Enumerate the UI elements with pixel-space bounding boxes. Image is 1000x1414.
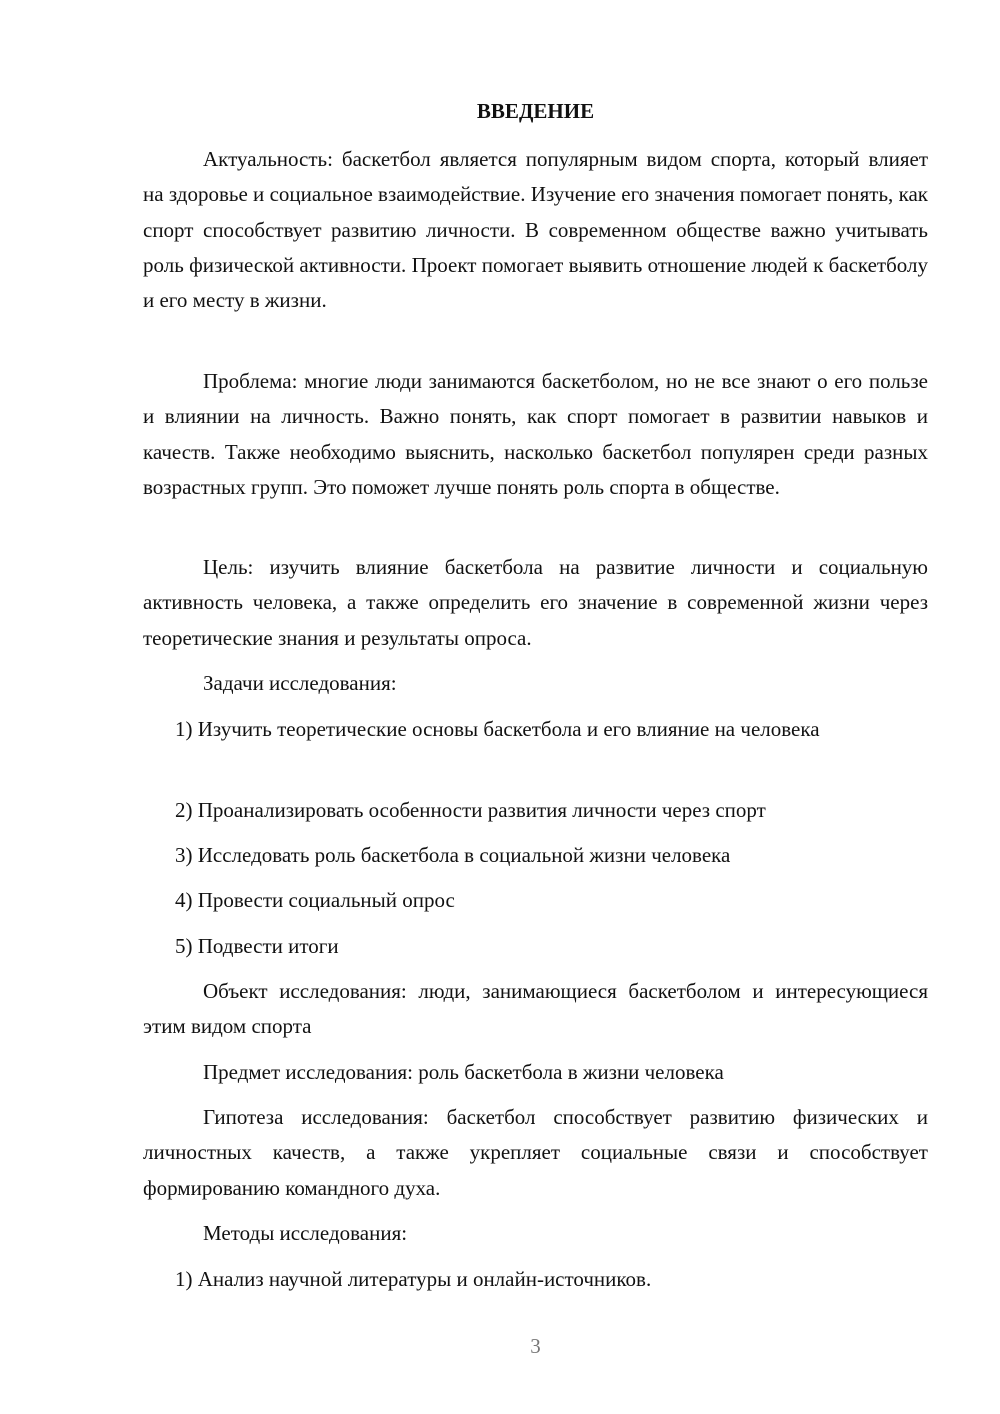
paragraph-goal: Цель: изучить влияние баскетбола на развитие личности и социальную активность человека, а также определить его значение в современной жизни через теоретические знания и результаты опроса.: [143, 555, 928, 650]
task-item-2: 2) Проанализировать особенности развития личности через спорт: [175, 798, 766, 822]
page-number: 3: [530, 1334, 541, 1358]
task-item-4: 4) Провести социальный опрос: [175, 888, 455, 912]
task-item-3: 3) Исследовать роль баскетбола в социальной жизни человека: [175, 843, 731, 867]
paragraph-hypothesis: Гипотеза исследования: баскетбол способствует развитию физических и личностных качеств, а также укрепляет социальные связи и способствует формированию командного духа.: [143, 1105, 928, 1200]
task-item-1: 1) Изучить теоретические основы баскетбола и его влияние на человека: [175, 717, 820, 741]
method-item-1: 1) Анализ научной литературы и онлайн-источников.: [175, 1267, 652, 1291]
paragraph-relevance: Актуальность: баскетбол является популярным видом спорта, который влияет на здоровье и социальное взаимодействие. Изучение его значения помогает понять, как спорт способствует развитию личности. В современном обществе важно учитывать роль физической активности. Проект помогает выявить отношение людей к баскетболу и его месту в жизни.: [143, 147, 928, 313]
task-item-5: 5) Подвести итоги: [175, 934, 339, 958]
paragraph-object: Объект исследования: люди, занимающиеся баскетболом и интересующиеся этим видом спорта: [143, 979, 928, 1039]
paragraph-subject: Предмет исследования: роль баскетбола в жизни человека: [203, 1060, 724, 1084]
paragraph-problem: Проблема: многие люди занимаются баскетболом, но не все знают о его пользе и влиянии на личность. Важно понять, как спорт помогает в развитии навыков и качеств. Также необходимо выяснить, насколько баскетбол популярен среди разных возрастных групп. Это поможет лучше понять роль спорта в обществе.: [143, 369, 928, 499]
page-title: ВВЕДЕНИЕ: [476, 99, 595, 123]
methods-heading: Методы исследования:: [203, 1221, 408, 1245]
tasks-heading: Задачи исследования:: [203, 671, 397, 695]
